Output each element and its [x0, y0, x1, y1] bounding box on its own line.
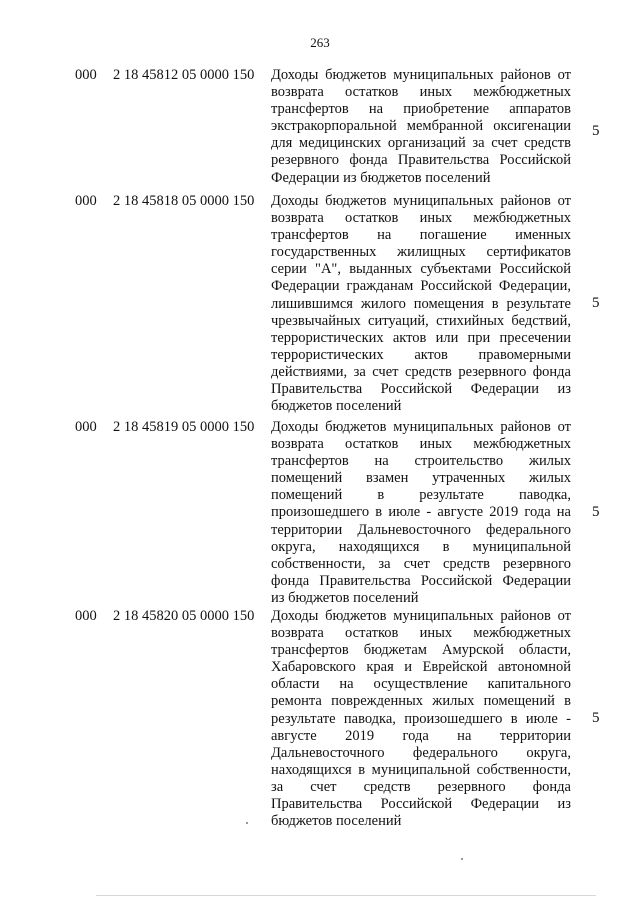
budget-classification-code: 2 18 45812 05 0000 150	[113, 67, 255, 83]
revenue-name-line: трансфертов на погашение именных	[271, 227, 571, 244]
revenue-name-line: возврата остатков иных межбюджетных	[271, 84, 571, 101]
admin-code: 000	[75, 193, 97, 209]
admin-code: 000	[75, 67, 97, 83]
admin-code: 000	[75, 419, 97, 435]
admin-code: 000	[75, 608, 97, 624]
amount-value: 5	[592, 504, 600, 520]
revenue-name-line: государственных жилищных сертификатов	[271, 244, 571, 261]
table-row	[0, 419, 640, 608]
budget-classification-code: 2 18 45819 05 0000 150	[113, 419, 255, 435]
revenue-name-line: Доходы бюджетов муниципальных районов от	[271, 67, 571, 83]
page-number: 263	[310, 35, 330, 50]
revenue-name-line: бюджетов поселений	[271, 398, 402, 415]
revenue-name-line: лишившимся жилого помещения в результате	[271, 295, 571, 312]
scan-edge-line	[96, 895, 596, 896]
revenue-name-line: результате паводка, произошедшего в июле -	[271, 710, 571, 727]
revenue-name-line: области на осуществление капитального	[271, 676, 571, 693]
revenue-name-line: трансфертов на строительство жилых	[271, 453, 571, 470]
revenue-name-line: территории Дальневосточного федерального	[271, 521, 571, 538]
revenue-name-line: Правительства Российской Федерации из	[271, 796, 571, 813]
revenue-name-line: трансфертов бюджетам Амурской области,	[271, 642, 571, 659]
revenue-name-line: трансфертов на приобретение аппаратов	[271, 101, 571, 118]
revenue-name-line: из бюджетов поселений	[271, 589, 419, 606]
revenue-name-line: резервного фонда Правительства Российской	[271, 152, 571, 169]
revenue-name	[271, 608, 571, 830]
revenue-name	[271, 419, 571, 607]
amount-value: 5	[592, 295, 600, 311]
table-row	[0, 67, 640, 193]
revenue-name-line: фонда Правительства Российской Федерации	[271, 572, 571, 589]
revenue-name-line: экстракорпоральной мембранной оксигенации	[271, 118, 571, 135]
revenue-name-line: собственности, за счет средств резервного	[271, 555, 571, 572]
revenue-name-line: возврата остатков иных межбюджетных	[271, 625, 571, 642]
budget-classification-code: 2 18 45820 05 0000 150	[113, 608, 255, 624]
revenue-name-line: возврата остатков иных межбюджетных	[271, 210, 571, 227]
revenue-name-line: возврата остатков иных межбюджетных	[271, 436, 571, 453]
budget-classification-code: 2 18 45818 05 0000 150	[113, 193, 255, 209]
revenue-name-line: Дальневосточного федерального округа,	[271, 744, 571, 761]
revenue-name-line: Хабаровского края и Еврейской автономной	[271, 659, 571, 676]
revenue-name-line: помещений в результате паводка,	[271, 487, 571, 504]
revenue-name-line: произошедшего в июле - августе 2019 года на	[271, 504, 571, 521]
revenue-name-line: чрезвычайных ситуаций, стихийных бедствий,	[271, 312, 571, 329]
revenue-name-line: серии "А", выданных субъектами Российской	[271, 261, 571, 278]
revenue-name-line: террористических актов правомерными	[271, 346, 571, 363]
revenue-name	[271, 67, 571, 187]
revenue-name-line: действиями, за счет средств резервного фонда	[271, 363, 571, 380]
scan-speck	[246, 822, 248, 824]
revenue-name-line: Доходы бюджетов муниципальных районов от	[271, 419, 571, 435]
revenue-name-line: за счет средств резервного фонда	[271, 778, 571, 795]
revenue-name-line: для медицинских организаций за счет средств	[271, 135, 571, 152]
amount-value: 5	[592, 710, 600, 726]
revenue-name-line: Федерации из бюджетов поселений	[271, 169, 491, 186]
table-row	[0, 193, 640, 419]
revenue-name-line: Правительства Российской Федерации из	[271, 381, 571, 398]
amount-value: 5	[592, 123, 600, 139]
revenue-name-line: ремонта поврежденных жилых помещений в	[271, 693, 571, 710]
revenue-name-line: бюджетов поселений	[271, 813, 402, 830]
revenue-name-line: Федерации гражданам Российской Федерации,	[271, 278, 571, 295]
revenue-name-line: августе 2019 года на территории	[271, 727, 571, 744]
revenue-code-table	[0, 67, 640, 834]
table-row	[0, 608, 640, 834]
revenue-name-line: находящихся в муниципальной собственности,	[271, 761, 571, 778]
revenue-name	[271, 193, 571, 415]
revenue-name-line: Доходы бюджетов муниципальных районов от	[271, 608, 571, 624]
revenue-name-line: Доходы бюджетов муниципальных районов от	[271, 193, 571, 209]
revenue-name-line: округа, находящихся в муниципальной	[271, 538, 571, 555]
scan-speck	[461, 858, 463, 860]
revenue-name-line: помещений взамен утраченных жилых	[271, 470, 571, 487]
revenue-name-line: террористических актов или при пресечении	[271, 329, 571, 346]
